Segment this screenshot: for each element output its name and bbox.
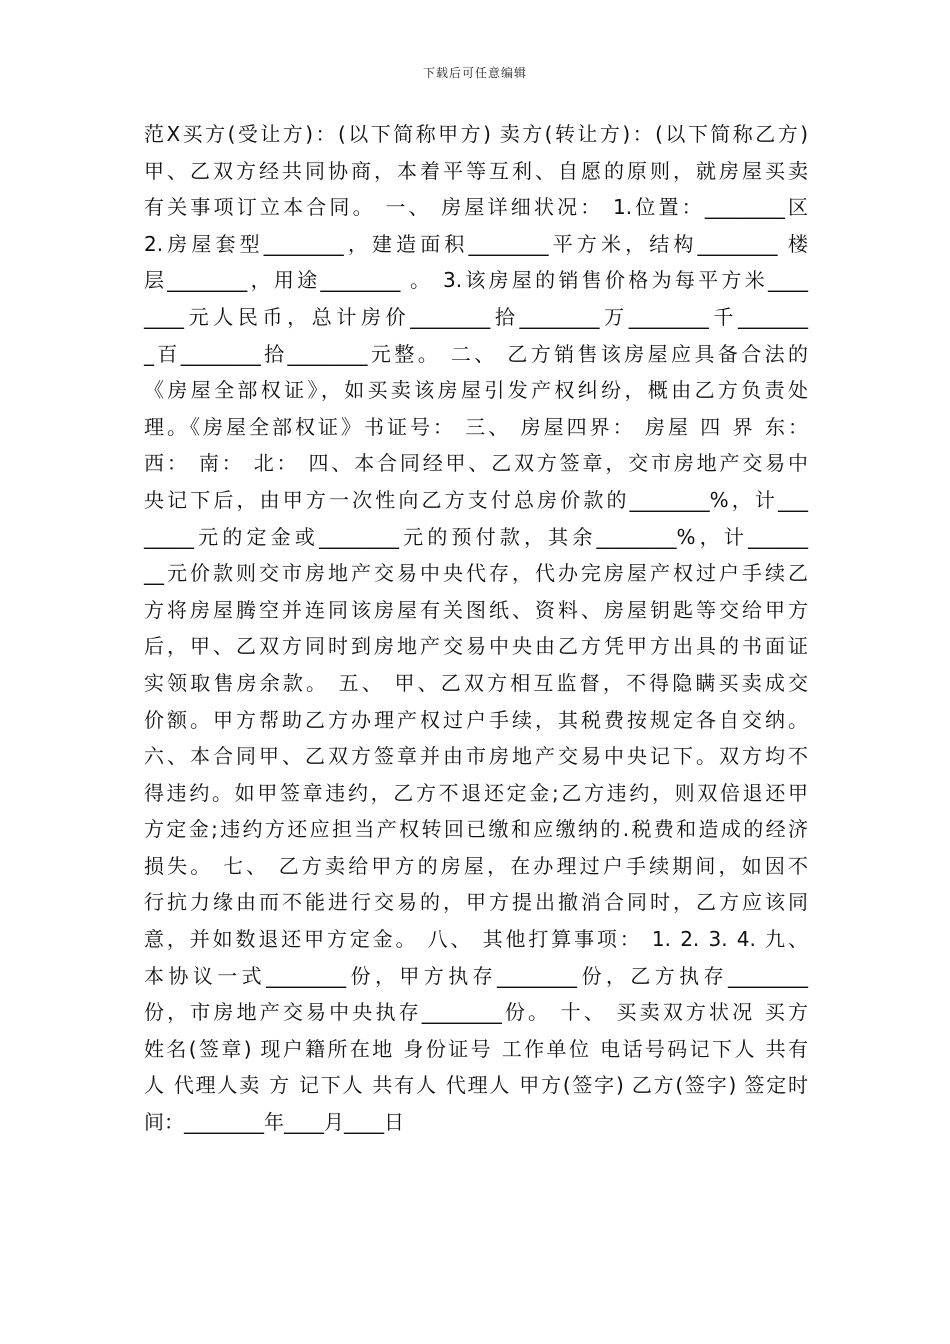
contract-line: __元价款则交市房地产交易中央代存，代办完房屋产权过户手续乙	[144, 561, 808, 586]
contract-line: 2.房屋套型________，建造面积________平方米，结构________ 楼	[144, 231, 808, 256]
contract-line: 后，甲、乙双方同时到房地产交易中央由乙方凭甲方出具的书面证	[144, 634, 808, 659]
contract-line: 行抗力缘由而不能进行交易的，甲方提出撤消合同时，乙方应该同	[144, 890, 808, 915]
contract-body	[144, 116, 808, 1141]
contract-line: _____元的定金或________元的预付款，其余________%，计______	[144, 524, 808, 549]
contract-line: 损失。 七、 乙方卖给甲方的房屋，在办理过户手续期间，如因不	[144, 853, 808, 878]
contract-line: 《房屋全部权证》，如买卖该房屋引发产权纠纷，概由乙方负责处	[144, 378, 808, 403]
contract-line: 人 代理人卖 方 记下人 共有人 代理人 甲方(签字) 乙方(签字) 签定时	[144, 1073, 808, 1098]
contract-line: 层________，用途________ 。 3.该房屋的销售价格为每平方米____	[144, 268, 808, 293]
contract-line: 间：________年____月____日	[144, 1110, 404, 1135]
contract-line: 有关事项订立本合同。 一、 房屋详细状况： 1.位置：________区	[144, 195, 808, 220]
contract-line: 意，并如数退还甲方定金。 八、 其他打算事项： 1. 2. 3. 4. 九、	[144, 927, 808, 952]
contract-line: 西： 南： 北： 四、本合同经甲、乙双方签章，交市房地产交易中	[144, 451, 808, 476]
contract-line: 本协议一式________份，甲方执存________份，乙方执存________	[144, 963, 808, 988]
contract-line: 姓名(签章) 现户籍所在地 身份证号 工作单位 电话号码记下人 共有	[144, 1036, 808, 1061]
contract-line: 甲、乙双方经共同协商，本着平等互利、自愿的原则，就房屋买卖	[144, 158, 808, 183]
contract-line: 得违约。如甲签章违约，乙方不退还定金;乙方违约，则双倍退还甲	[144, 780, 808, 805]
contract-line: 范X买方(受让方)：(以下简称甲方) 卖方(转让方)：(以下简称乙方)	[144, 122, 808, 146]
contract-line: 理。《房屋全部权证》书证号： 三、 房屋四界： 房屋 四 界 东：	[144, 414, 808, 439]
contract-line: 份，市房地产交易中央执存________份。 十、 买卖双方状况 买方	[144, 1000, 808, 1025]
contract-line: 央记下后，由甲方一次性向乙方支付总房价款的________%，计___	[144, 487, 808, 512]
contract-line: 六、本合同甲、乙双方签章并由市房地产交易中央记下。双方均不	[144, 744, 808, 769]
contract-line: 价额。甲方帮助乙方办理产权过户手续，其税费按规定各自交纳。	[144, 707, 808, 732]
contract-line: 方将房屋腾空并连同该房屋有关图纸、资料、房屋钥匙等交给甲方	[144, 597, 808, 622]
contract-line: 方定金;违约方还应担当产权转回已缴和应缴纳的.税费和造成的经济	[144, 817, 808, 842]
contract-line: ____元人民币，总计房价________拾________万________千_______	[144, 304, 808, 329]
page-header: 下载后可任意编辑	[422, 66, 527, 80]
contract-line: _百________拾________元整。 二、 乙方销售该房屋应具备合法的	[144, 341, 808, 366]
contract-line: 实领取售房余款。 五、 甲、乙双方相互监督，不得隐瞒买卖成交	[144, 670, 808, 695]
